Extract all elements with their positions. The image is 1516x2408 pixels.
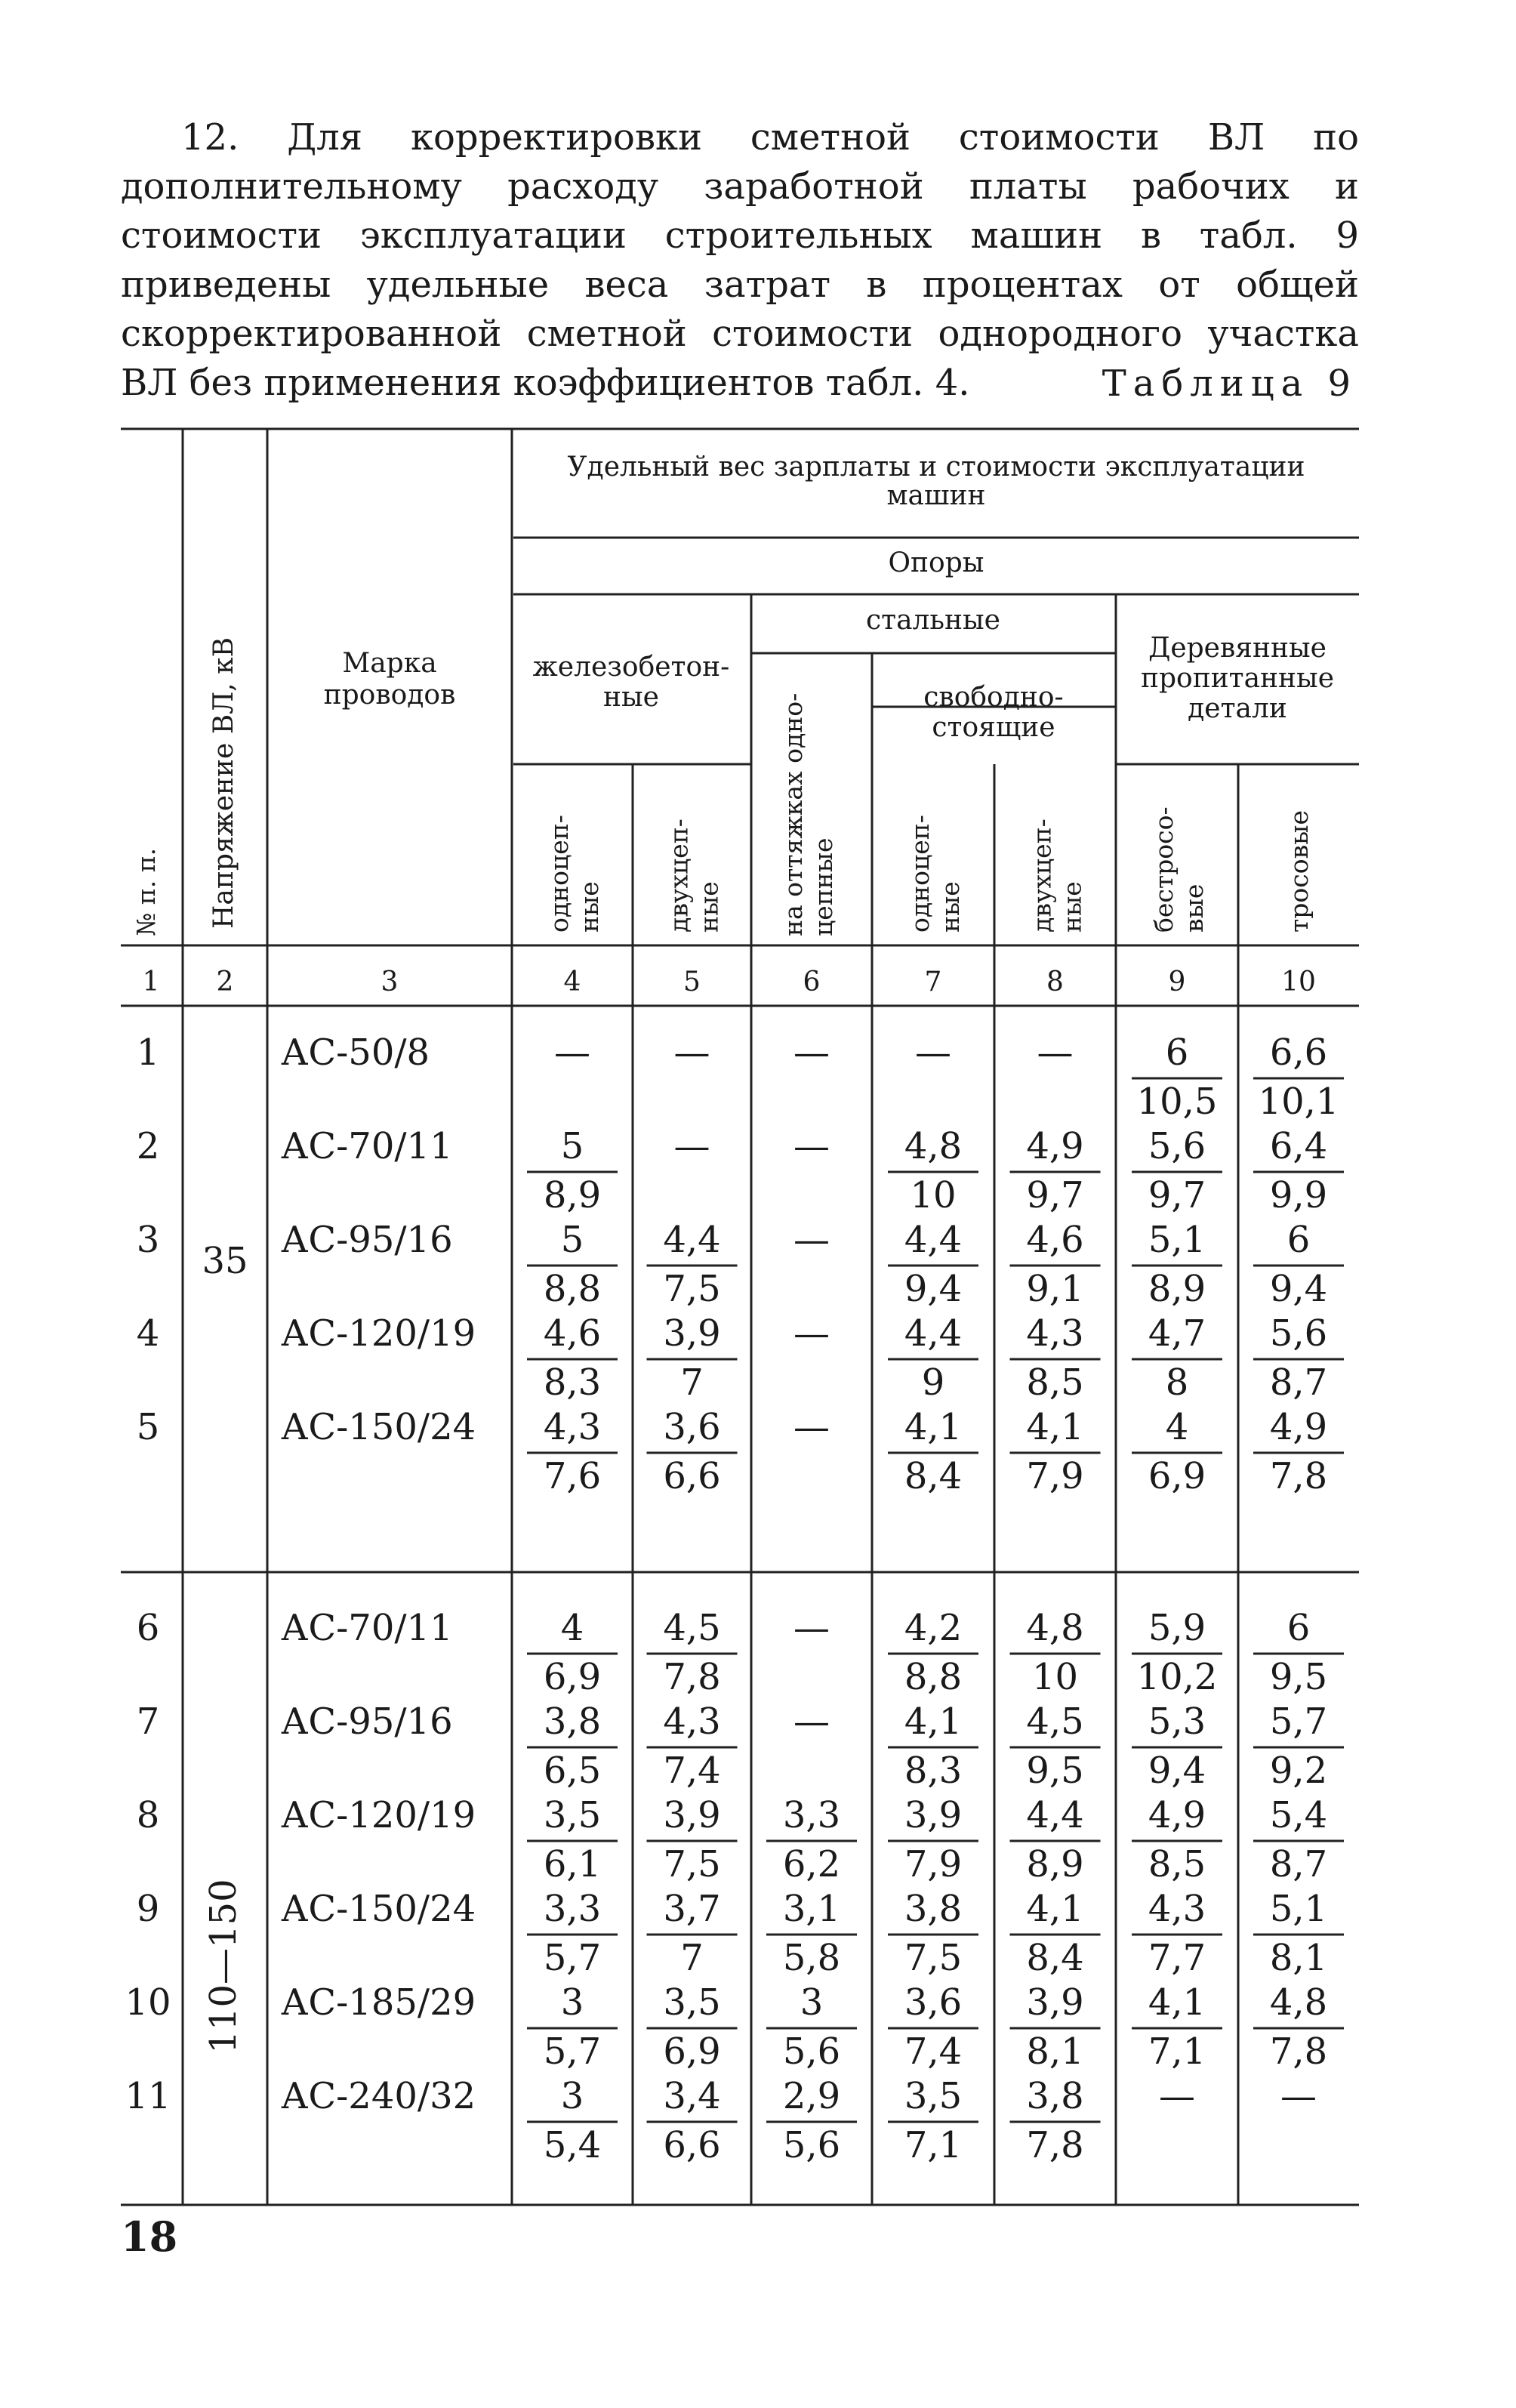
denominator-value: 6,2 — [782, 1843, 841, 1885]
column-number: 3 — [381, 967, 399, 997]
wire-brand: АС-150/24 — [281, 1888, 476, 1930]
numerator-value: 4,4 — [663, 1219, 721, 1261]
numerator-value: 3,7 — [663, 1888, 721, 1930]
denominator-value: 5,7 — [543, 2030, 602, 2073]
numerator-value: 4,5 — [1026, 1700, 1084, 1743]
denominator-value: 6,9 — [663, 2030, 721, 2073]
header-single-steel-l2: ные — [935, 881, 965, 933]
header-supports: Опоры — [888, 547, 984, 578]
numerator-value: 4 — [560, 1607, 584, 1649]
numerator-value: 6,4 — [1269, 1125, 1328, 1167]
numerator-value: — — [793, 1607, 830, 1649]
numerator-value: 4,1 — [1026, 1406, 1084, 1448]
denominator-value: 8 — [1165, 1361, 1189, 1404]
numerator-value: 3,6 — [904, 1981, 963, 2024]
denominator-value: 7,8 — [1269, 1455, 1328, 1497]
denominator-value: 8,3 — [904, 1750, 963, 1792]
intro-paragraph: 12. Для корректировки сметной стоимости ВЛ по дополнительному расходу заработной платы рабочих и стоимости эксплуатации строительных машин в табл. 9 приведены удельные веса затрат в процентах от общей скорректированной сметной стоимости однородного участка ВЛ без применения коэффициентов табл. 4. — [121, 116, 1359, 404]
denominator-value: 8,7 — [1269, 1843, 1328, 1885]
denominator-value: 8,7 — [1269, 1361, 1328, 1404]
page-number: 18 — [121, 2212, 178, 2261]
numerator-value: — — [793, 1406, 830, 1448]
numerator-value: — — [554, 1031, 590, 1074]
denominator-value: 5,6 — [782, 2030, 841, 2073]
header-double-steel-l1: двухцеп- — [1027, 819, 1057, 933]
denominator-value: 9,1 — [1026, 1268, 1084, 1310]
numerator-value: 3 — [560, 2075, 584, 2117]
header-rc-l1: железобетон- — [532, 652, 730, 683]
denominator-value: 7,8 — [663, 1656, 721, 1698]
column-number: 4 — [563, 967, 581, 997]
header-single-rc-l1: одноцеп- — [544, 815, 574, 933]
denominator-value: 7,5 — [904, 1937, 963, 1979]
denominator-value: 9,2 — [1269, 1750, 1328, 1792]
numerator-value: — — [1159, 2075, 1195, 2117]
denominator-value: 5,6 — [782, 2124, 841, 2166]
header-rope: тросовые — [1284, 810, 1314, 933]
denominator-value: 8,3 — [543, 1361, 602, 1404]
numerator-value: — — [793, 1700, 830, 1743]
denominator-value: 9 — [921, 1361, 945, 1404]
denominator-value: 7,8 — [1026, 2124, 1084, 2166]
numerator-value: 4,1 — [904, 1406, 963, 1448]
numerator-value: — — [915, 1031, 951, 1074]
denominator-value: 10,1 — [1258, 1081, 1339, 1123]
denominator-value: 8,9 — [1148, 1268, 1206, 1310]
numerator-value: 5,3 — [1148, 1700, 1206, 1743]
row-number: 7 — [136, 1700, 160, 1743]
numerator-value: 4,5 — [663, 1607, 721, 1649]
denominator-value: 6,6 — [663, 2124, 721, 2166]
numerator-value: 4,4 — [904, 1312, 963, 1355]
column-number: 2 — [216, 967, 234, 997]
column-number: 8 — [1046, 967, 1064, 997]
table-caption: Таблица 9 — [1102, 362, 1357, 405]
header-wood-l3: детали — [1188, 693, 1287, 724]
header-single-steel-l1: одноцеп- — [905, 815, 935, 933]
header-num: № п. п. — [131, 847, 161, 936]
header-double-steel-l2: ные — [1057, 881, 1087, 933]
numerator-value: 4,9 — [1269, 1406, 1328, 1448]
numerator-value: — — [793, 1312, 830, 1355]
denominator-value: 9,5 — [1269, 1656, 1328, 1698]
numerator-value: 6 — [1286, 1219, 1311, 1261]
column-number: 1 — [142, 967, 160, 997]
column-number: 5 — [683, 967, 701, 997]
numerator-value: 5,1 — [1269, 1888, 1328, 1930]
header-wood-l2: пропитанные — [1140, 663, 1335, 694]
header-free-l2: стоящие — [932, 712, 1055, 743]
row-number: 9 — [136, 1888, 160, 1930]
header-guyed-l1: на оттяжках одно- — [778, 692, 808, 936]
denominator-value: 7,9 — [904, 1843, 963, 1885]
numerator-value: 3,8 — [543, 1700, 602, 1743]
denominator-value: 7,4 — [904, 2030, 963, 2073]
numerator-value: 3,5 — [663, 1981, 721, 2024]
header-share-l1: Удельный вес зарплаты и стоимости эксплуатации — [567, 452, 1305, 483]
row-number: 3 — [136, 1219, 160, 1261]
numerator-value: 4,3 — [543, 1406, 602, 1448]
row-number: 10 — [125, 1981, 171, 2024]
header-brand-l1: Марка — [342, 648, 437, 679]
numerator-value: 4,4 — [1026, 1794, 1084, 1836]
numerator-value: 6 — [1165, 1031, 1189, 1074]
numerator-value: 3,8 — [1026, 2075, 1084, 2117]
numerator-value: 5,9 — [1148, 1607, 1206, 1649]
numerator-value: 6 — [1286, 1607, 1311, 1649]
denominator-value: 5,4 — [543, 2124, 602, 2166]
wire-brand: АС-240/32 — [281, 2075, 476, 2117]
denominator-value: 6,9 — [1148, 1455, 1206, 1497]
numerator-value: 4,4 — [904, 1219, 963, 1261]
numerator-value: 4,6 — [1026, 1219, 1084, 1261]
row-number: 5 — [136, 1406, 160, 1448]
denominator-value: 8,1 — [1269, 1937, 1328, 1979]
denominator-value: 9,7 — [1148, 1174, 1206, 1216]
wire-brand: АС-185/29 — [281, 1981, 476, 2024]
denominator-value: 8,1 — [1026, 2030, 1084, 2073]
numerator-value: — — [673, 1031, 710, 1074]
wire-brand: АС-50/8 — [281, 1031, 430, 1074]
wire-brand: АС-150/24 — [281, 1406, 476, 1448]
column-number: 6 — [803, 967, 821, 997]
denominator-value: 8,4 — [1026, 1937, 1084, 1979]
numerator-value: 5 — [560, 1125, 584, 1167]
wire-brand: АС-95/16 — [281, 1219, 453, 1261]
numerator-value: 4,3 — [1148, 1888, 1206, 1930]
denominator-value: 7,5 — [663, 1843, 721, 1885]
row-number: 1 — [136, 1031, 160, 1074]
denominator-value: 7,4 — [663, 1750, 721, 1792]
denominator-value: 10 — [1031, 1656, 1079, 1698]
header-steel: стальные — [866, 605, 1000, 636]
header-norope-l2: вые — [1179, 883, 1209, 933]
denominator-value: 8,4 — [904, 1455, 963, 1497]
numerator-value: 3,9 — [663, 1312, 721, 1355]
numerator-value: 4,8 — [1026, 1607, 1084, 1649]
numerator-value: 3,9 — [663, 1794, 721, 1836]
numerator-value: — — [793, 1125, 830, 1167]
denominator-value: 8,9 — [543, 1174, 602, 1216]
numerator-value: — — [673, 1125, 710, 1167]
numerator-value: 4,7 — [1148, 1312, 1206, 1355]
numerator-value: 3,5 — [543, 1794, 602, 1836]
denominator-value: 10,5 — [1136, 1081, 1218, 1123]
denominator-value: 9,9 — [1269, 1174, 1328, 1216]
numerator-value: — — [1037, 1031, 1074, 1074]
denominator-value: 8,5 — [1148, 1843, 1206, 1885]
column-number: 10 — [1281, 967, 1316, 997]
wire-brand: АС-70/11 — [281, 1125, 453, 1167]
numerator-value: — — [793, 1219, 830, 1261]
header-norope-l1: бестросо- — [1149, 806, 1179, 933]
header-guyed-l2: цепные — [809, 837, 838, 936]
wire-brand: АС-120/19 — [281, 1794, 476, 1836]
numerator-value: 3,9 — [904, 1794, 963, 1836]
denominator-value: 7,1 — [1148, 2030, 1206, 2073]
numerator-value: 4,1 — [1026, 1888, 1084, 1930]
numerator-value: 3,3 — [543, 1888, 602, 1930]
header-share-l2: машин — [886, 480, 986, 511]
numerator-value: 3 — [800, 1981, 824, 2024]
header-single-rc-l2: ные — [575, 881, 604, 933]
column-number: 9 — [1168, 967, 1186, 997]
numerator-value: 4,2 — [904, 1607, 963, 1649]
wire-brand: АС-120/19 — [281, 1312, 476, 1355]
denominator-value: 9,4 — [1148, 1750, 1206, 1792]
numerator-value: 4,3 — [1026, 1312, 1084, 1355]
numerator-value: 5,4 — [1269, 1794, 1328, 1836]
numerator-value: — — [793, 1031, 830, 1074]
row-number: 4 — [136, 1312, 160, 1355]
numerator-value: 3,8 — [904, 1888, 963, 1930]
numerator-value: 3,4 — [663, 2075, 721, 2117]
wire-brand: АС-70/11 — [281, 1607, 453, 1649]
numerator-value: 3,9 — [1026, 1981, 1084, 2024]
row-number: 6 — [136, 1607, 160, 1649]
numerator-value: 2,9 — [782, 2075, 841, 2117]
denominator-value: 6,1 — [543, 1843, 602, 1885]
numerator-value: 4,8 — [904, 1125, 963, 1167]
denominator-value: 6,5 — [543, 1750, 602, 1792]
denominator-value: 7,6 — [543, 1455, 602, 1497]
denominator-value: 5,7 — [543, 1937, 602, 1979]
header-voltage: Напряжение ВЛ, кВ — [208, 637, 239, 929]
voltage-value: 35 — [202, 1240, 248, 1282]
denominator-value: 7 — [680, 1937, 704, 1979]
denominator-value: 6,9 — [543, 1656, 602, 1698]
denominator-value: 7,9 — [1026, 1455, 1084, 1497]
header-wood-l1: Деревянные — [1148, 633, 1326, 664]
denominator-value: 8,8 — [904, 1656, 963, 1698]
numerator-value: 4,9 — [1148, 1794, 1206, 1836]
denominator-value: 10,2 — [1136, 1656, 1218, 1698]
denominator-value: 7 — [680, 1361, 704, 1404]
header-free-l1: свободно- — [923, 682, 1064, 713]
numerator-value: 4,1 — [1148, 1981, 1206, 2024]
wire-brand: АС-95/16 — [281, 1700, 453, 1743]
header-double-rc-l1: двухцеп- — [664, 819, 694, 933]
numerator-value: — — [1280, 2075, 1317, 2117]
numerator-value: 4,6 — [543, 1312, 602, 1355]
header-brand-l2: проводов — [323, 680, 456, 711]
row-number: 2 — [136, 1125, 160, 1167]
row-number: 11 — [125, 2075, 171, 2117]
numerator-value: 4,8 — [1269, 1981, 1328, 2024]
header-rc-l2: ные — [603, 682, 659, 713]
denominator-value: 9,4 — [904, 1268, 963, 1310]
denominator-value: 7,8 — [1269, 2030, 1328, 2073]
denominator-value: 8,5 — [1026, 1361, 1084, 1404]
denominator-value: 9,7 — [1026, 1174, 1084, 1216]
numerator-value: 4,3 — [663, 1700, 721, 1743]
numerator-value: 5,7 — [1269, 1700, 1328, 1743]
numerator-value: 4 — [1165, 1406, 1189, 1448]
numerator-value: 5,1 — [1148, 1219, 1206, 1261]
numerator-value: 4,9 — [1026, 1125, 1084, 1167]
voltage-value: 110—150 — [202, 1879, 245, 2054]
denominator-value: 6,6 — [663, 1455, 721, 1497]
numerator-value: 3,3 — [782, 1794, 841, 1836]
column-number: 7 — [924, 967, 942, 997]
denominator-value: 9,4 — [1269, 1268, 1328, 1310]
numerator-value: 3,5 — [904, 2075, 963, 2117]
header-double-rc-l2: ные — [694, 881, 724, 933]
denominator-value: 7,5 — [663, 1268, 721, 1310]
numerator-value: 3,1 — [782, 1888, 841, 1930]
denominator-value: 8,8 — [543, 1268, 602, 1310]
numerator-value: 4,1 — [904, 1700, 963, 1743]
numerator-value: 3 — [560, 1981, 584, 2024]
numerator-value: 5 — [560, 1219, 584, 1261]
denominator-value: 7,1 — [904, 2124, 963, 2166]
denominator-value: 8,9 — [1026, 1843, 1084, 1885]
denominator-value: 10 — [910, 1174, 957, 1216]
denominator-value: 7,7 — [1148, 1937, 1206, 1979]
numerator-value: 3,6 — [663, 1406, 721, 1448]
numerator-value: 5,6 — [1148, 1125, 1206, 1167]
row-number: 8 — [136, 1794, 160, 1836]
numerator-value: 5,6 — [1269, 1312, 1328, 1355]
denominator-value: 5,8 — [782, 1937, 841, 1979]
denominator-value: 9,5 — [1026, 1750, 1084, 1792]
numerator-value: 6,6 — [1269, 1031, 1328, 1074]
